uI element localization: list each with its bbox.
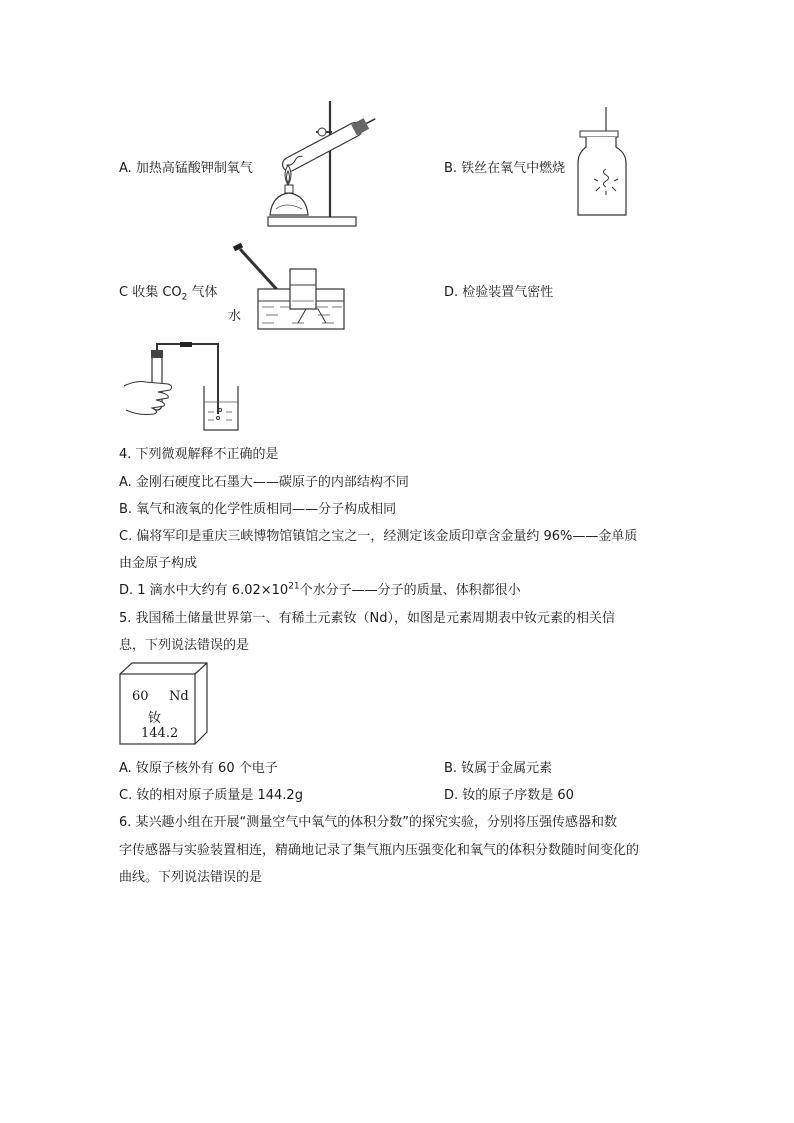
q5-option-c: C. 钕的相对原子质量是 144.2g xyxy=(119,788,303,803)
q3-option-a-label: A. 加热高锰酸钾制氧气 xyxy=(119,161,253,176)
q3-option-b-label: B. 铁丝在氧气中燃烧 xyxy=(444,161,566,176)
q6-stem-line2: 字传感器与实验装置相连，精确地记录了集气瓶内压强变化和氧气的体积分数随时间变化的 xyxy=(119,843,640,858)
q4-option-d-prefix: D. 1 滴水中大约有 6.02×10 xyxy=(119,583,289,598)
airtightness-check-figure xyxy=(122,340,250,432)
q4-option-d-sup: 21 xyxy=(288,581,300,592)
q6-stem-line1: 6. 某兴趣小组在开展“测量空气中氧气的体积分数”的探究实验，分别将压强传感器和数 xyxy=(119,815,618,830)
q3-option-d-label: D. 检验装置气密性 xyxy=(444,285,554,300)
q4-option-a: A. 金刚石硬度比石墨大——碳原子的内部结构不同 xyxy=(119,475,409,490)
q5-option-a: A. 钕原子核外有 60 个电子 xyxy=(119,761,278,776)
q6-stem-line3: 曲线。下列说法错误的是 xyxy=(119,870,263,885)
q4-option-c-line2: 由金原子构成 xyxy=(119,556,198,571)
q5-option-b: B. 钕属于金属元素 xyxy=(444,761,553,776)
q4-option-b: B. 氧气和液氧的化学性质相同——分子构成相同 xyxy=(119,502,397,517)
element-name: 钕 xyxy=(148,711,162,726)
water-label: 水 xyxy=(228,309,242,324)
iron-wire-burning-figure xyxy=(574,107,634,219)
q5-option-d: D. 钕的原子序数是 60 xyxy=(444,788,574,803)
collect-co2-over-water-figure xyxy=(222,243,348,333)
q5-stem-line1: 5. 我国稀土储量世界第一、有稀土元素钕（Nd），如图是元素周期表中钕元素的相关信 xyxy=(119,611,616,626)
q3-option-c-sub: 2 xyxy=(181,292,188,303)
periodic-table-cell xyxy=(119,662,209,745)
q4-option-d-suffix: 个水分子——分子的质量、体积都很小 xyxy=(299,583,521,598)
q5-stem-line2: 息，下列说法错误的是 xyxy=(119,638,250,653)
q3-option-c-label xyxy=(119,281,218,303)
q4-option-c-line1: C. 偏将军印是重庆三峡博物馆镇馆之宝之一，经测定该金质印章含金量约 96%——金单质 xyxy=(119,529,638,544)
q3-option-c-prefix: C 收集 CO xyxy=(119,285,182,300)
q4-option-d xyxy=(119,579,521,598)
element-atomic-number: 60 xyxy=(132,689,149,704)
element-mass: 144.2 xyxy=(141,726,179,741)
element-symbol: Nd xyxy=(169,689,189,704)
q3-option-c-suffix: 气体 xyxy=(187,285,218,300)
q4-stem: 4. 下列微观解释不正确的是 xyxy=(119,447,279,462)
heating-kmno4-apparatus-figure xyxy=(258,97,384,231)
